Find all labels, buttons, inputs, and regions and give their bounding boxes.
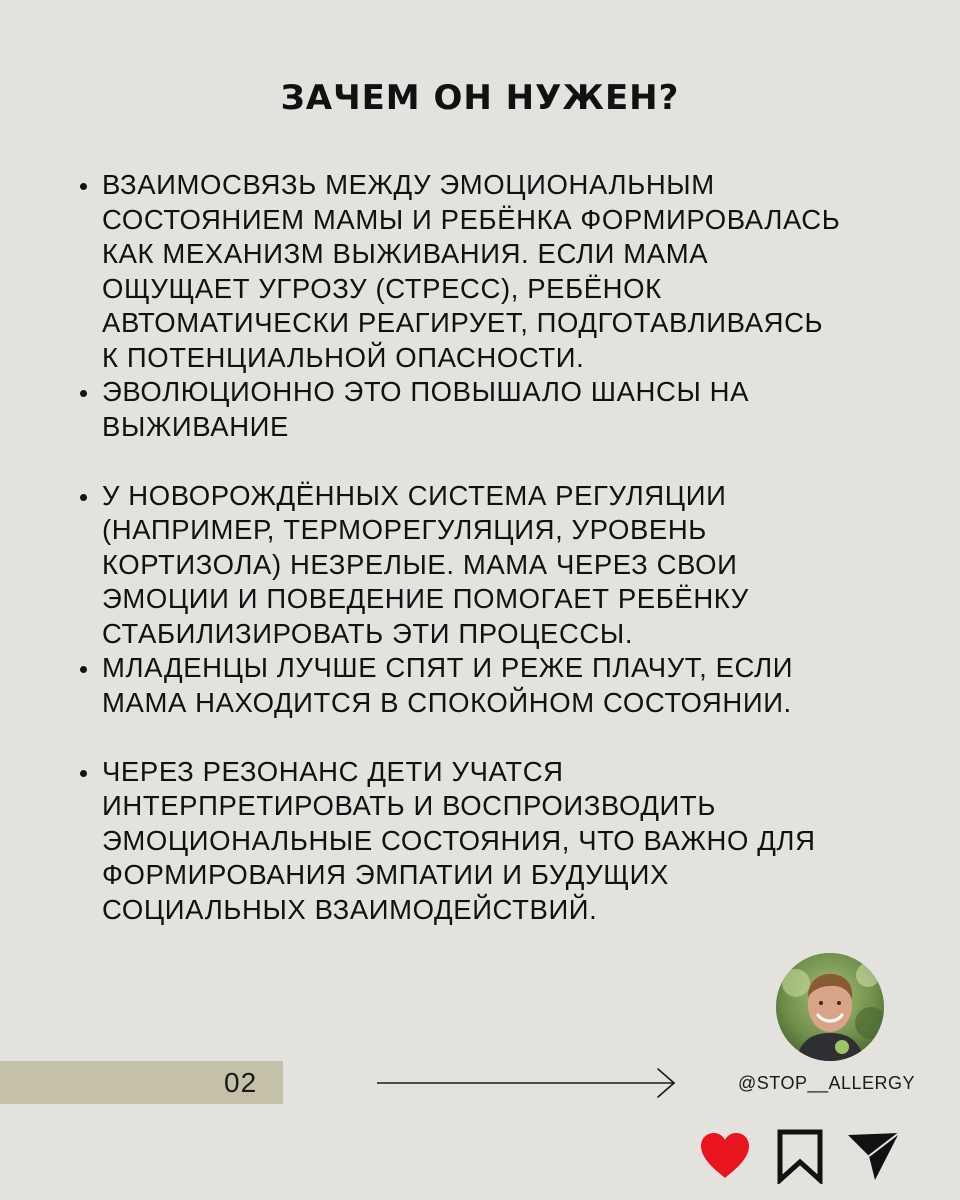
group-spacer xyxy=(78,720,908,755)
list-item xyxy=(78,651,908,720)
page-number: 02 xyxy=(224,1067,258,1098)
list-item xyxy=(78,479,908,652)
bullet-dot xyxy=(80,390,87,397)
avatar[interactable] xyxy=(776,953,884,1061)
list-item-line: СОЦИАЛЬНЫХ ВЗАИМОДЕЙСТВИЙ. xyxy=(102,893,598,925)
list-item-line: У НОВОРОЖДЁННЫХ СИСТЕМА РЕГУЛЯЦИИ xyxy=(102,479,727,511)
bookmark-icon[interactable] xyxy=(772,1128,828,1184)
page-title: ЗАЧЕМ ОН НУЖЕН? xyxy=(280,78,680,118)
list-item-line: ЭВОЛЮЦИОННО ЭТО ПОВЫШАЛО ШАНСЫ НА xyxy=(102,376,750,407)
list-item-line: КАК МЕХАНИЗМ ВЫЖИВАНИЯ. ЕСЛИ МАМА xyxy=(102,238,709,269)
list-item-line: ЧЕРЕЗ РЕЗОНАНС ДЕТИ УЧАТСЯ xyxy=(102,755,564,787)
list-item-line: (НАПРИМЕР, ТЕРМОРЕГУЛЯЦИЯ, УРОВЕНЬ xyxy=(102,514,707,545)
list-item-line: МЛАДЕНЦЫ ЛУЧШЕ СПЯТ И РЕЖЕ ПЛАЧУТ, ЕСЛИ xyxy=(102,652,794,683)
bullet-dot xyxy=(80,183,87,190)
bullet-dot xyxy=(80,770,87,777)
list-item xyxy=(78,375,908,444)
list-item-line: СТАБИЛИЗИРОВАТЬ ЭТИ ПРОЦЕССЫ. xyxy=(102,617,634,649)
list-item-line: АВТОМАТИЧЕСКИ РЕАГИРУЕТ, ПОДГОТАВЛИВАЯСЬ xyxy=(102,307,824,338)
bullet-dot xyxy=(80,494,87,501)
profile-handle[interactable]: @STOP__ALLERGY xyxy=(738,1073,916,1093)
list-item xyxy=(78,755,908,928)
list-item xyxy=(78,168,908,375)
list-item-line: ЭМОЦИИ И ПОВЕДЕНИЕ ПОМОГАЕТ РЕБЁНКУ xyxy=(102,583,749,614)
send-icon[interactable] xyxy=(845,1128,901,1184)
list-item-line: К ПОТЕНЦИАЛЬНОЙ ОПАСНОСТИ. xyxy=(102,341,585,373)
bullet-dot xyxy=(80,666,87,673)
list-item-line: ОЩУЩАЕТ УГРОЗУ (СТРЕСС), РЕБЁНОК xyxy=(102,272,662,304)
profile-photo-icon xyxy=(776,953,884,1061)
group-spacer xyxy=(78,444,908,479)
list-item-line: ИНТЕРПРЕТИРОВАТЬ И ВОСПРОИЗВОДИТЬ xyxy=(102,790,716,821)
list-item-line: МАМА НАХОДИТСЯ В СПОКОЙНОМ СОСТОЯНИИ. xyxy=(102,686,792,718)
heart-icon[interactable] xyxy=(697,1128,753,1184)
list-item-line: ФОРМИРОВАНИЯ ЭМПАТИИ И БУДУЩИХ xyxy=(102,859,669,890)
bullet-list xyxy=(78,168,908,927)
list-item-line: ВЗАИМОСВЯЗЬ МЕЖДУ ЭМОЦИОНАЛЬНЫМ xyxy=(102,169,715,200)
list-item-line: ЭМОЦИОНАЛЬНЫЕ СОСТОЯНИЯ, ЧТО ВАЖНО ДЛЯ xyxy=(102,824,816,856)
arrow-right-icon[interactable] xyxy=(375,1063,680,1103)
list-item-line: СОСТОЯНИЕМ МАМЫ И РЕБЁНКА ФОРМИРОВАЛАСЬ xyxy=(102,203,841,235)
list-item-line: КОРТИЗОЛА) НЕЗРЕЛЫЕ. МАМА ЧЕРЕЗ СВОИ xyxy=(102,548,738,580)
list-item-line: ВЫЖИВАНИЕ xyxy=(102,410,289,442)
